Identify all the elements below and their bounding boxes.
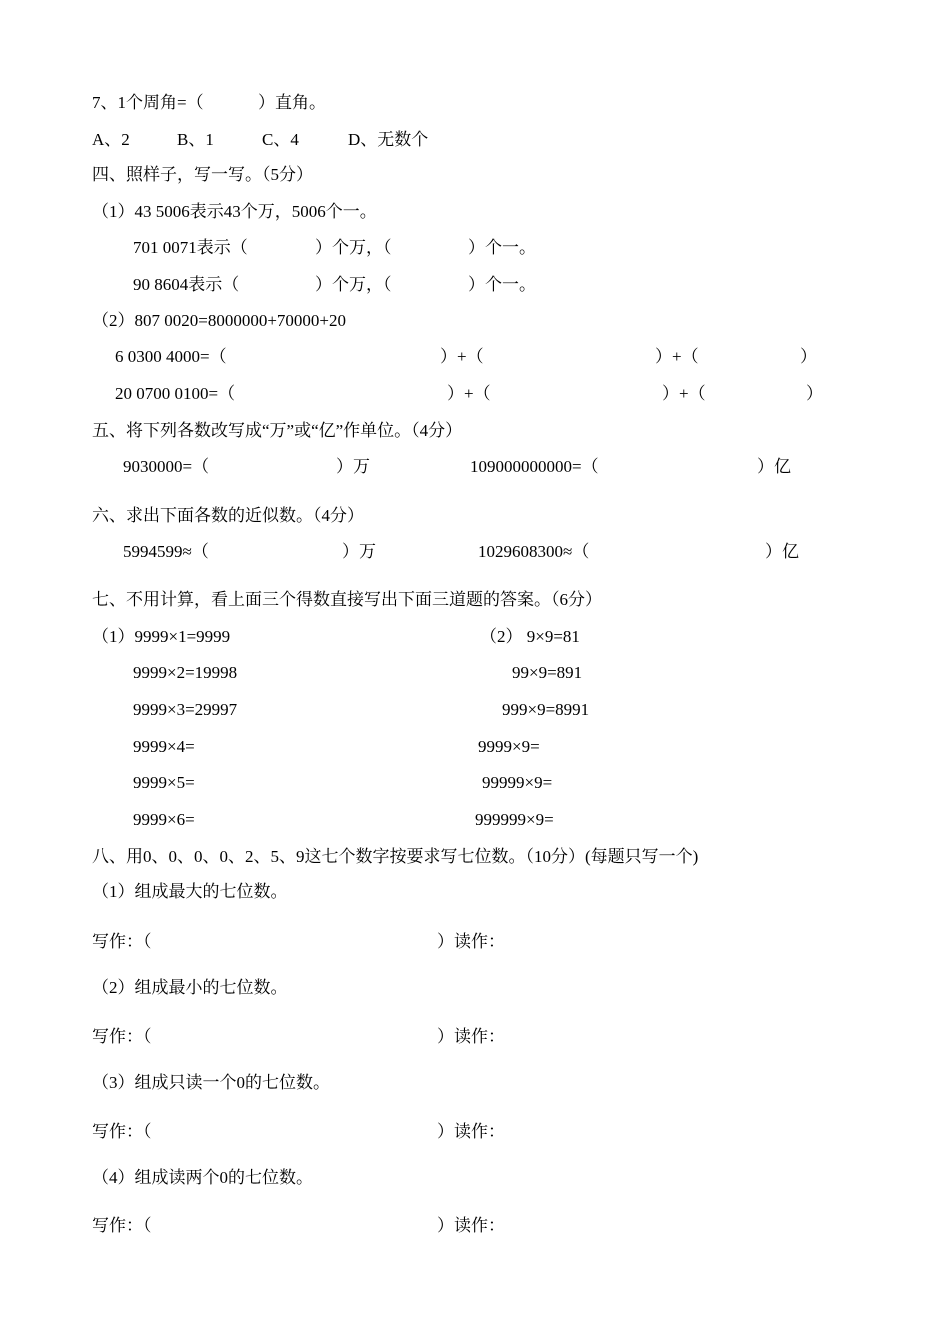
sub-question: （3）组成只读一个0的七位数。 [92,1073,330,1092]
example: （1）43 5006表示43个万，5006个一。 [92,202,377,221]
equation: 9999×2=19998 [133,663,238,682]
blank-line: ）+（ [662,384,706,403]
sub-question: （4）组成读两个0的七位数。 [92,1168,313,1187]
equation: 9999×4= [133,737,195,756]
equation: 9999×5= [133,773,195,792]
blank-line: ） [806,384,823,403]
blank-line: ）万 [336,457,370,476]
blank-line: 90 8604表示（ [133,275,240,294]
blank-line: ）+（ [447,384,491,403]
blank-line: ）个一。 [468,238,536,257]
read-label: ）读作： [437,1027,505,1046]
blank-line: 109000000000=（ [470,457,599,476]
write-label: 写作：（ [92,1122,152,1141]
blank-line: 6 0300 4000=（ [115,347,227,366]
blank-line: ）个万，（ [315,238,392,257]
write-label: 写作：（ [92,1216,152,1235]
section-title: 八、用0、0、0、0、2、5、9这七个数字按要求写七位数。（10分）(每题只写一个) [92,847,699,866]
blank-line: 5994599≈（ [123,542,209,561]
q7-option-a: A、2 [92,130,130,149]
equation: （2） 9×9=81 [480,627,580,646]
sub-question: （2）组成最小的七位数。 [92,978,288,997]
blank-line: 9030000=（ [123,457,210,476]
q7-stem: 7、1个周角=（ [92,93,204,112]
read-label: ）读作： [437,1216,505,1235]
blank-line: ）万 [342,542,376,561]
blank-line: ）+（ [440,347,484,366]
section-title: 五、将下列各数改写成“万”或“亿”作单位。（4分） [92,421,463,440]
blank-line: ）+（ [655,347,699,366]
section-title: 六、求出下面各数的近似数。（4分） [92,506,364,525]
write-label: 写作：（ [92,932,152,951]
blank-line: 701 0071表示（ [133,238,248,257]
equation: 9999×9= [478,737,540,756]
section-title: 七、不用计算，看上面三个得数直接写出下面三道题的答案。（6分） [92,590,602,609]
equation: 999999×9= [475,810,554,829]
section-title: 四、照样子，写一写。（5分） [92,165,313,184]
q7-stem-end: ）直角。 [258,93,326,112]
read-label: ）读作： [437,1122,505,1141]
blank-line: 20 0700 0100=（ [115,384,236,403]
read-label: ）读作： [437,932,505,951]
example: （2）807 0020=8000000+70000+20 [92,311,347,330]
q7-option-b: B、1 [177,130,214,149]
equation: 9999×6= [133,810,195,829]
equation: 99×9=891 [512,663,583,682]
write-label: 写作：（ [92,1027,152,1046]
sub-question: （1）组成最大的七位数。 [92,882,288,901]
blank-line: ）个一。 [468,275,536,294]
equation: 999×9=8991 [502,700,590,719]
blank-line: 1029608300≈（ [478,542,590,561]
blank-line: ） [800,347,817,366]
blank-line: ）亿 [765,542,799,561]
equation: 99999×9= [482,773,553,792]
equation: 9999×3=29997 [133,700,238,719]
q7-option-d: D、无数个 [348,130,429,149]
q7-option-c: C、4 [262,130,299,149]
blank-line: ）个万，（ [315,275,392,294]
blank-line: ）亿 [757,457,791,476]
equation: （1）9999×1=9999 [92,627,231,646]
